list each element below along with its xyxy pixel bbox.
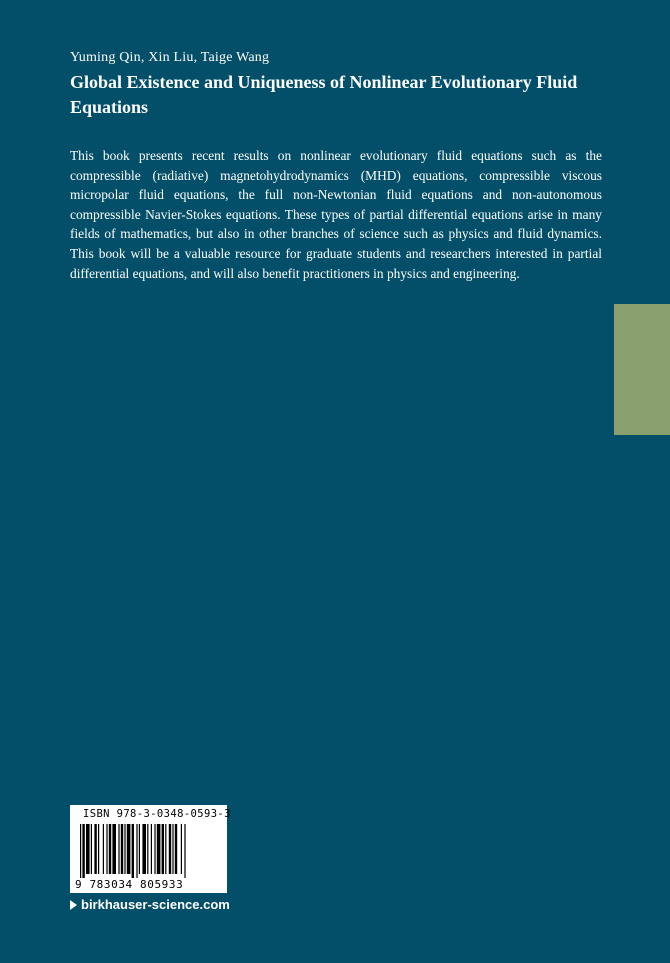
ean-digits: 9 783034 805933 [75,878,184,891]
isbn-label: ISBN 978-3-0348-0593-3 [83,808,231,820]
barcode-bar [162,824,164,874]
barcode-bar [127,824,131,874]
side-color-tab [614,304,670,435]
barcode [80,824,218,878]
barcode-bar [91,824,92,874]
barcode-bar [109,824,111,874]
barcode-bar [154,824,155,874]
barcode-bar [169,824,171,874]
book-description: This book presents recent results on nonlinear evolutionary fluid equations such as the compressible (radiative) magnetohydrodynamics (MHD) equations, compressible viscous micropolar fluid equations, the full non-Newtonian fluid equations and non-autonomous compressible Navier-Stokes equations. These types of partial differential equations arise in many fields of mathematics, but also in other branches of science such as physics and fluid dynamics. This book will be a valuable resource for graduate students and researchers interested in partial differential equations, and will also benefit practitioners in physics and engineering. [70,148,602,281]
barcode-bar [172,824,173,874]
isbn-barcode-box [70,805,231,893]
barcode-bar [118,824,119,874]
website-label: birkhauser-science.com [81,897,230,912]
barcode-bar [184,824,185,878]
barcode-bar [151,824,152,874]
barcode-bar [147,824,148,874]
barcode-bar [124,824,125,874]
barcode-bar [139,824,140,874]
barcode-bar [80,824,81,878]
barcode-bar [142,824,146,874]
barcode-bar [181,824,182,874]
barcode-bar [132,824,134,878]
book-title: Global Existence and Uniqueness of Nonlinear Evolutionary Fluid Equations [70,72,578,117]
barcode-bar [165,824,166,874]
barcode-bar [103,824,104,874]
play-triangle-icon [70,900,77,910]
barcode-bar [86,824,90,874]
barcode-bar [112,824,116,874]
publisher-website-link[interactable] [70,897,230,912]
barcode-bar [94,824,96,874]
barcode-bar [121,824,123,874]
barcode-bar [157,824,161,874]
barcode-bar [82,824,84,878]
barcode-bar [175,824,177,874]
barcode-bar [136,824,137,878]
barcode-bar [106,824,107,874]
barcode-bar [98,824,99,874]
authors: Yuming Qin, Xin Liu, Taige Wang [70,50,270,65]
